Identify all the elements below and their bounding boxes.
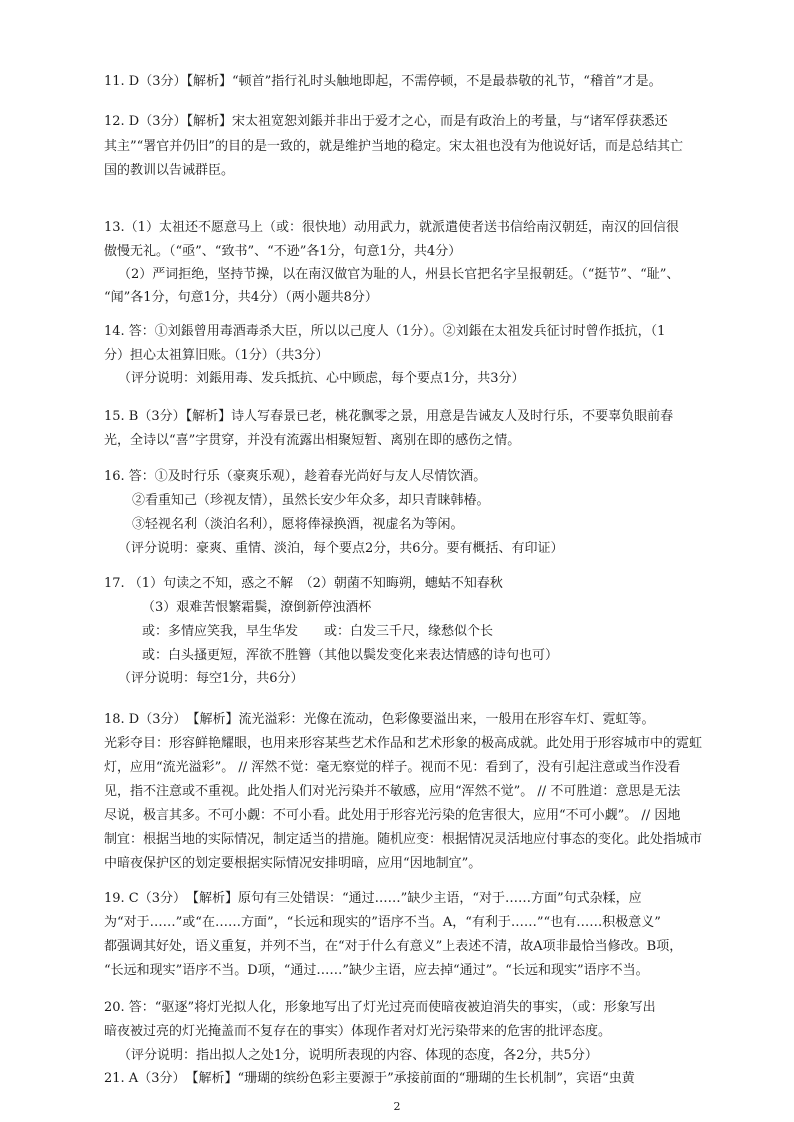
answer-14-line-1: 14. 答：①刘鋹曾用毒酒毒杀大臣，所以以己度人（1分）。②刘鋹在太祖发兵征讨时曾作抵抗，（1 [104, 324, 666, 339]
answer-21-line-1: 21. A（3分） 【解析】“珊瑚的缤纷色彩主要源于”承接前面的“珊瑚的生长机制”，宾语“虫黄 [104, 1071, 635, 1086]
answer-13-line-2: 傲慢无礼。（“亟”、“致书”、“不逊”各1分，句意1分，共4分） [104, 244, 462, 259]
answer-19-line-3: 都强调其好处，语义重复，并列不当，在“对于什么有意义”上表述不清，故A项非最恰当修改。B项， [104, 939, 683, 954]
answer-19-line-2: 为“对于……”或“在……方面”，“长远和现实的”语序不当。A，“有利于……”“也有……积极意义” [104, 915, 661, 930]
answer-16-line-3: ③轻视名利（淡泊名利），愿将俸禄换酒，视虚名为等闲。 [132, 517, 464, 532]
answer-12-line-1: 12. D（3分）【解析】宋太祖宽恕刘鋹并非出于爱才之心，而是有政治上的考量，与“诸军俘获悉还 [104, 114, 668, 129]
answer-17-line-4: 或：白头搔更短，浑欲不胜簪（其他以鬓发变化来表达情感的诗句也可） [142, 648, 559, 663]
answer-18-line-2: 光彩夺目：形容鲜艳耀眼，也用来形容某些艺术作品和艺术形象的极高成就。此处用于形容城市中的霓虹 [104, 736, 703, 751]
answer-13-line-3: （2）严词拒绝，坚持节操，以在南汉做官为耻的人，州县长官把名字呈报朝廷。（“挺节”、“耻”、 [118, 267, 680, 282]
answer-17-scoring: （评分说明：每空1分，共6分） [118, 671, 304, 686]
answer-19-line-4: “长远和现实”语序不当。D项，“通过……”缺少主语，应去掉“通过”。“长远和现实”语序不当。 [104, 963, 649, 978]
answer-11: 11. D（3分）【解析】“顿首”指行礼时头触地即起，不需停顿，不是最恭敬的礼节，“稽首”才是。 [104, 74, 662, 89]
answer-14-scoring: （评分说明：刘鋹用毒、发兵抵抗、心中顾虑，每个要点1分，共3分） [118, 371, 525, 386]
answer-18-line-1: 18. D（3分） 【解析】流光溢彩：光像在流动，色彩像要溢出来，一般用在形容车灯、霓虹等。 [104, 712, 655, 727]
answer-19-line-1: 19. C（3分） 【解析】原句有三处错误：“通过……”缺少主语，“对于……方面”句式杂糅，应 [104, 891, 642, 906]
answer-17-line-2: （3）艰难苦恨繁霜鬓，潦倒新停浊酒杯 [142, 600, 372, 615]
answer-13-line-1: 13.（1）太祖还不愿意马上（或：很快地）动用武力，就派遣使者送书信给南汉朝廷，南汉的回信很 [104, 220, 679, 235]
answer-14-line-2: 分）担心太祖算旧账。（1分）（共3分） [104, 348, 329, 363]
answer-12-line-2: 其主”“署官并仍旧”的目的是一致的，就是维护当地的稳定。宋太祖也没有为他说好话，而是总结其亡 [104, 139, 683, 154]
answer-16-line-1: 16. 答：①及时行乐（豪爽乐观），趁着春光尚好与友人尽情饮酒。 [104, 469, 487, 484]
answer-18-line-5: 尽说，极言其多。不可小觑：不可小看。此处用于形容光污染的危害很大，应用“不可小觑”。 // 因地 [104, 808, 681, 823]
answer-16-line-2: ②看重知己（珍视友情），虽然长安少年众多，却只青睐韩椿。 [132, 493, 490, 508]
answer-20-line-2: 暗夜被过亮的灯光掩盖而不复存在的事实）体现作者对灯光污染带来的危害的批评态度。 [104, 1024, 612, 1039]
answer-18-line-3: 灯，应用“流光溢彩”。 // 浑然不觉：毫无察觉的样子。视而不见：看到了，没有引起注意或当作没看 [104, 760, 681, 775]
answer-15-line-1: 15. B（3分）【解析】诗人写春景已老，桃花飘零之景，用意是告诫友人及时行乐，不要辜负眼前春 [104, 409, 674, 424]
answer-20-scoring: （评分说明：指出拟人之处1分，说明所表现的内容、体现的态度，各2分，共5分） [118, 1048, 598, 1063]
answer-13-line-4: “闻”各1分，句意1分，共4分）（两小题共8分） [104, 290, 378, 305]
answer-17-line-1: 17. （1）句读之不知，惑之不解 （2）朝菌不知晦朔，蟪蛄不知春秋 [104, 576, 503, 591]
answer-18-line-7: 中暗夜保护区的划定要根据实际情况安排明暗，应用“因地制宜”。 [104, 856, 482, 871]
answer-12-line-3: 国的教训以告诫群臣。 [104, 163, 235, 178]
page-number: 2 [393, 1100, 401, 1113]
answer-16-scoring: （评分说明：豪爽、重情、淡泊，每个要点2分，共6分。要有概括、有印证） [118, 541, 564, 556]
answer-15-line-2: 光，全诗以“喜”字贯穿，并没有流露出相聚短暂、离别在即的感伤之情。 [104, 433, 521, 448]
answer-18-line-4: 见，指不注意或不重视。此处指人们对光污染并不敏感，应用“浑然不觉”。 // 不可胜道：意思是无法 [104, 784, 681, 799]
answer-20-line-1: 20. 答：“驱逐”将灯光拟人化，形象地写出了灯光过亮而使暗夜被迫消失的事实，（或：形象写出 [104, 1000, 656, 1015]
answer-18-line-6: 制宜：根据当地的实际情况，制定适当的措施。随机应变：根据情况灵活地应付事态的变化。此处指城市 [104, 832, 703, 847]
answer-17-line-3: 或：多情应笑我，早生华发 或：白发三千尺，缘愁似个长 [142, 624, 494, 639]
